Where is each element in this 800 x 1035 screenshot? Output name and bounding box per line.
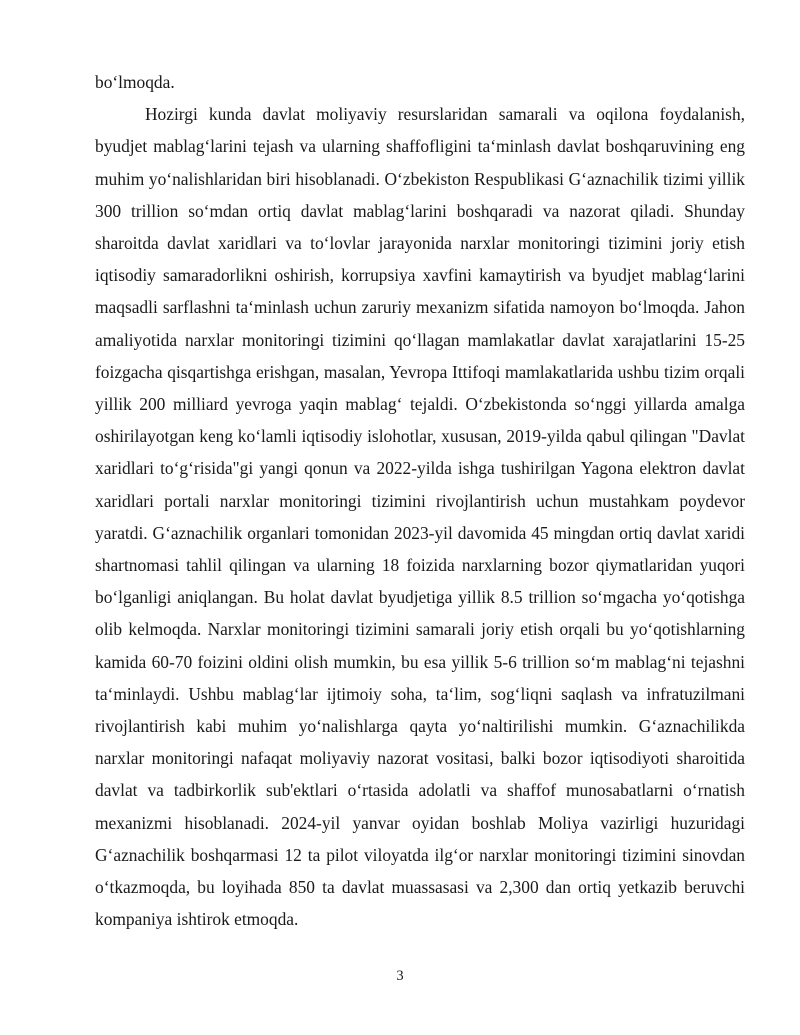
- page-number: 3: [396, 968, 404, 984]
- main-paragraph: Hozirgi kunda davlat moliyaviy resurslaridan samarali va oqilona foydalanish, byudjet mablagʻlarini tejash va ularning shaffofligini taʻminlash davlat boshqaruvining eng muhim yoʻnalishlaridan biri hisoblanadi. Oʻzbekiston Respublikasi Gʻaznachilik tizimi yillik 300 trillion soʻmdan ortiq davlat mablagʻlarini boshqaradi va nazorat qiladi. Shunday sharoitda davlat xaridlari va toʻlovlar jarayonida narxlar monitoringi tizimini joriy etish iqtisodiy samaradorlikni oshirish, korrupsiya xavfini kamaytirish va byudjet mablagʻlarini maqsadli sarflashni taʻminlash uchun zaruriy mexanizm sifatida namoyon boʻlmoqda. Jahon amaliyotida narxlar monitoringi tizimini qoʻllagan mamlakatlar davlat xarajatlarini 15-25 foizgacha qisqartishga erishgan, masalan, Yevropa Ittifoqi mamlakatlarida ushbu tizim orqali yillik 200 milliard yevroga yaqin mablagʻ tejaldi. Oʻzbekistonda soʻnggi yillarda amalga oshirilayotgan keng koʻlamli iqtisodiy islohotlar, xususan, 2019-yilda qabul qilingan "Davlat xaridlari toʻgʻrisida"gi yangi qonun va 2022-yilda ishga tushirilgan Yagona elektron davlat xaridlari portali narxlar monitoringi tizimini rivojlantirish uchun mustahkam poydevor yaratdi. Gʻaznachilik organlari tomonidan 2023-yil davomida 45 mingdan ortiq davlat xaridi shartnomasi tahlil qilingan va ularning 18 foizida narxlarning bozor qiymatlaridan yuqori boʻlganligi aniqlangan. Bu holat davlat byudjetiga yillik 8.5 trillion soʻmgacha yoʻqotishga olib kelmoqda. Narxlar monitoringi tizimini samarali joriy etish orqali bu yoʻqotishlarning kamida 60-70 foizini oldini olish mumkin, bu esa yillik 5-6 trillion soʻm mablagʻni tejashni taʻminlaydi. Ushbu mablagʻlar ijtimoiy soha, taʻlim, sogʻliqni saqlash va infratuzilmani rivojlantirish kabi muhim yoʻnalishlarga qayta yoʻnaltirilishi mumkin. Gʻaznachilikda narxlar monitoringi nafaqat moliyaviy nazorat vositasi, balki bozor iqtisodiyoti sharoitida davlat va tadbirkorlik sub'ektlari oʻrtasida adolatli va shaffof munosabatlarni oʻrnatish mexanizmi hisoblanadi. 2024-yil yanvar oyidan boshlab Moliya vazirligi huzuridagi Gʻaznachilik boshqarmasi 12 ta pilot viloyatda ilgʻor narxlar monitoringi tizimini sinovdan oʻtkazmoqda, bu loyihada 850 ta davlat muassasasi va 2,300 dan ortiq yetkazib beruvchi kompaniya ishtirok etmoqda.: [95, 104, 745, 930]
- continuation-line: boʻlmoqda.: [95, 72, 175, 92]
- body-text: [95, 66, 745, 935]
